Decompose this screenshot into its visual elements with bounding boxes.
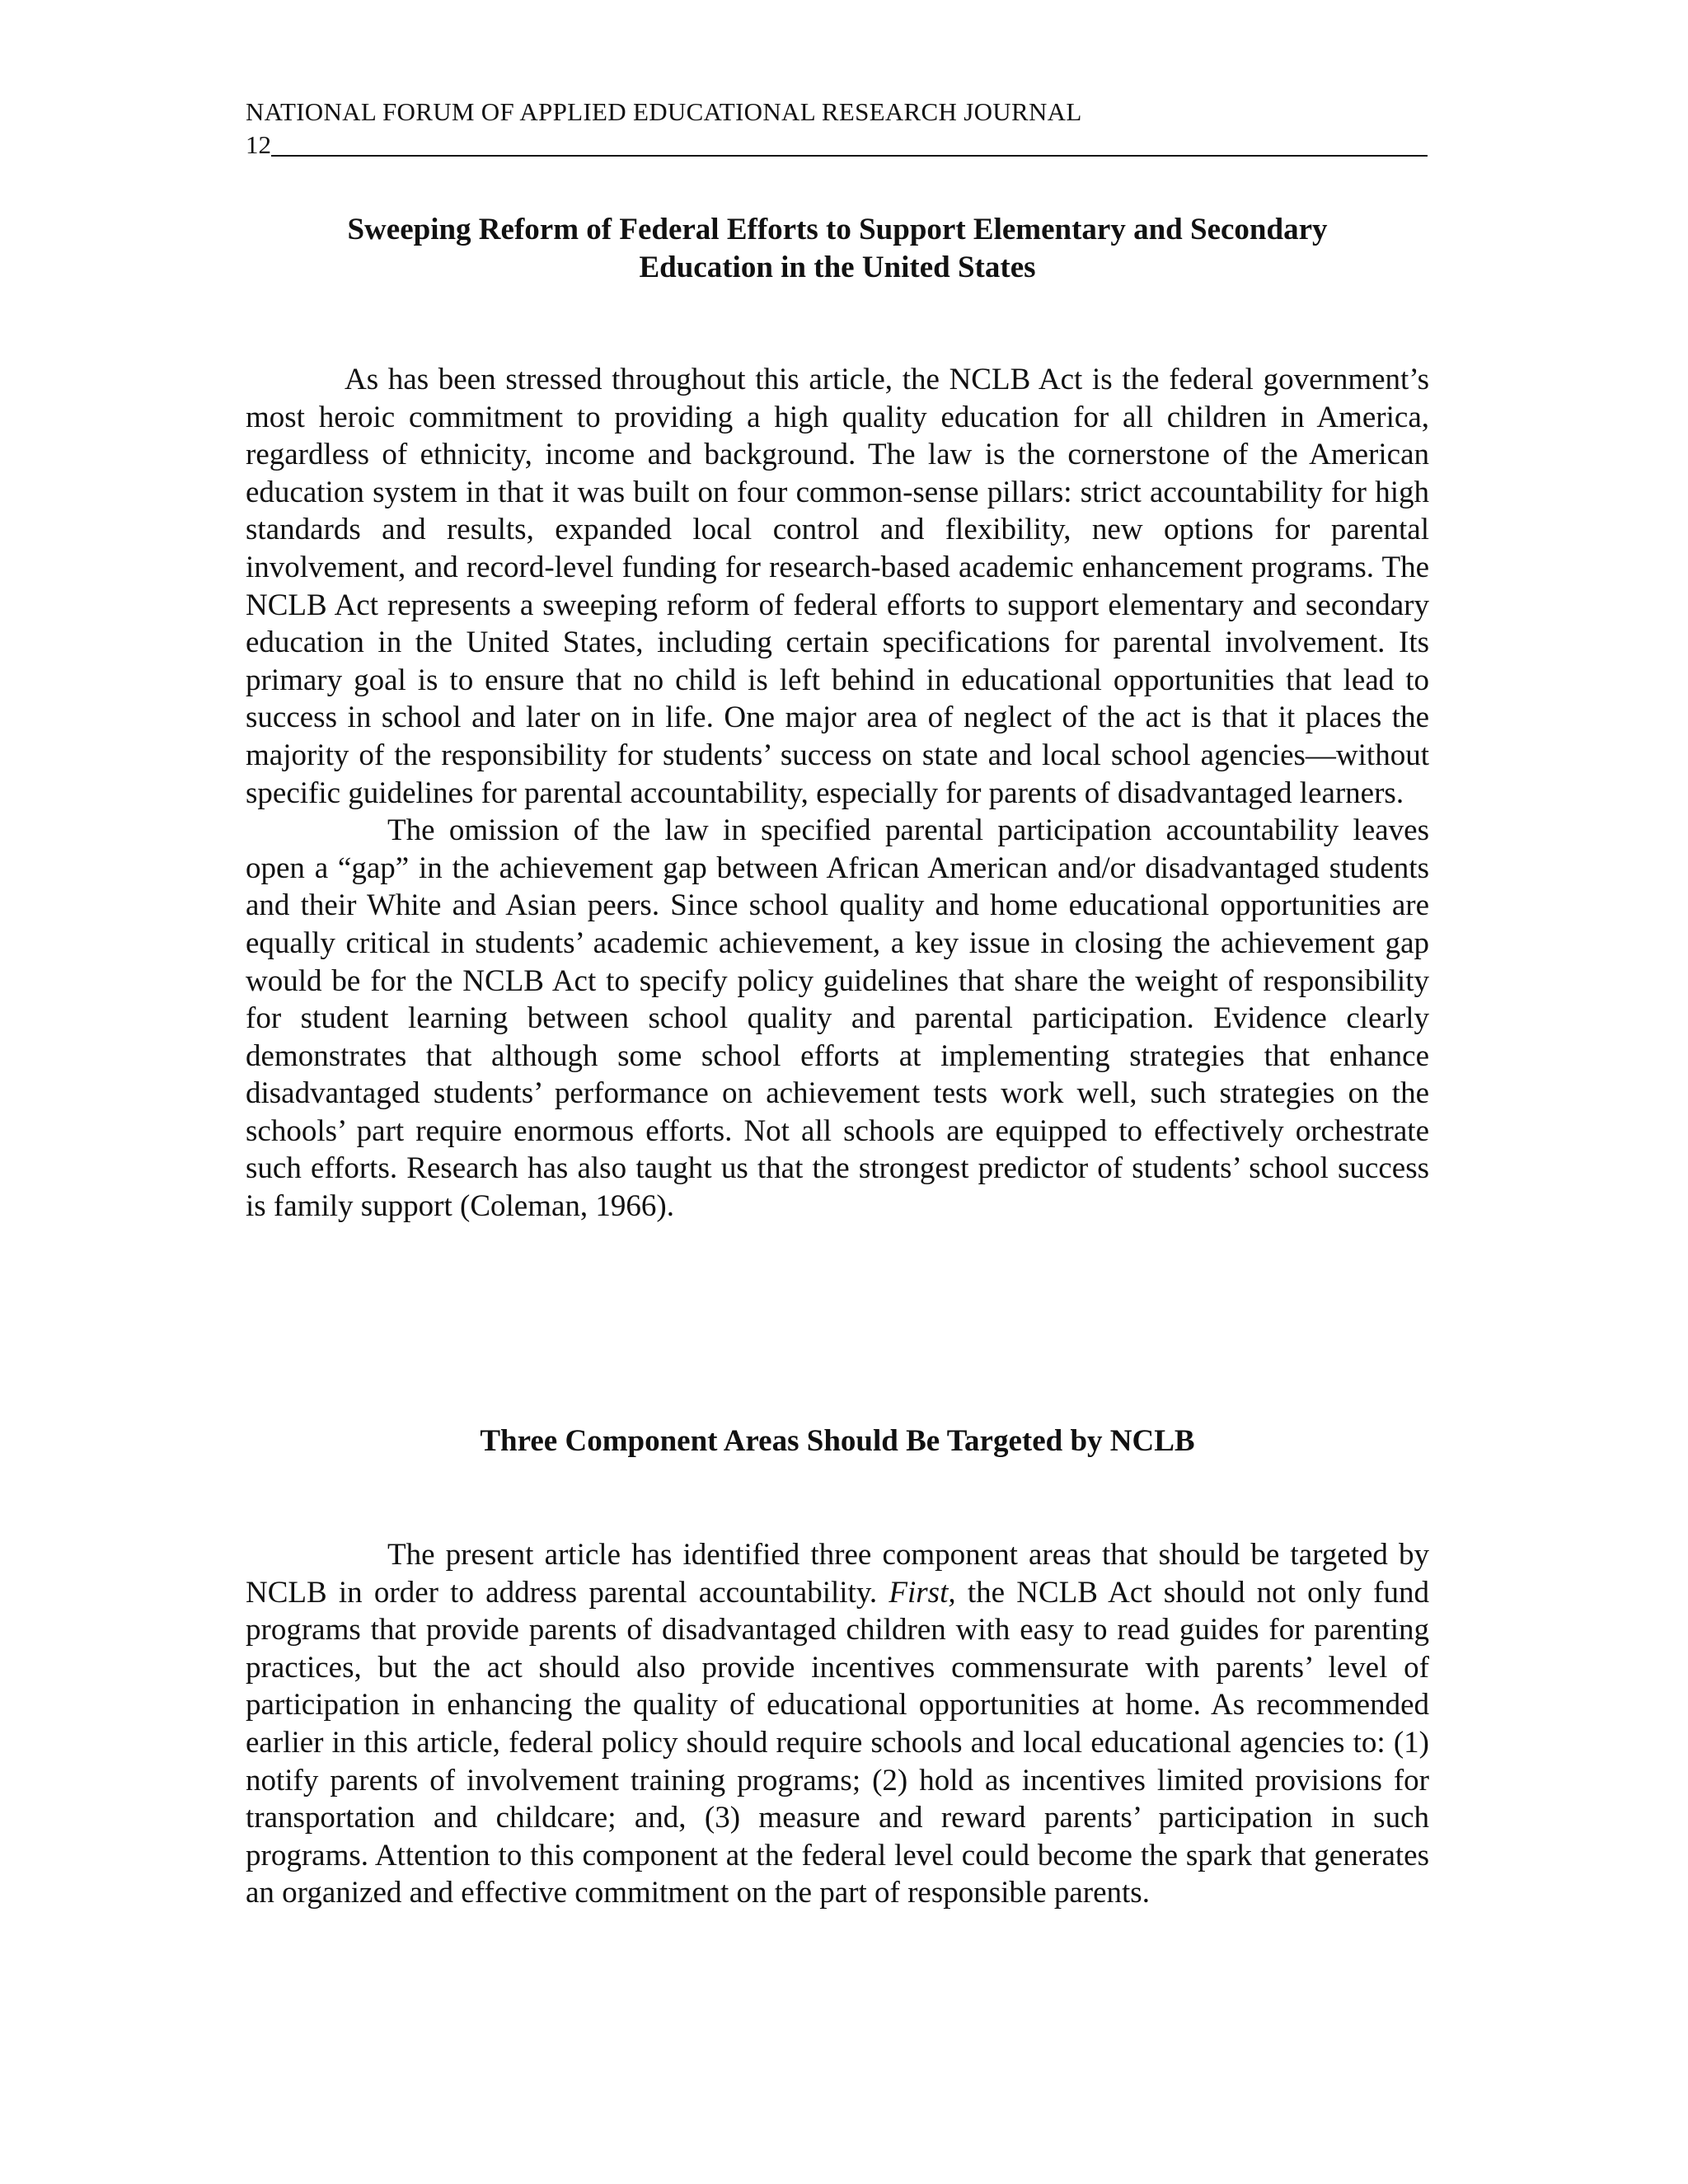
paragraph-text-start: The present article has identified three component areas that should be targeted by NCLB in order to address parental accountability. xyxy=(246,1538,1429,1610)
paragraph-text-rest: the NCLB Act should not only fund programs that provide parents of disadvantaged children with easy to read guides for parenting practices, but the act should also provide incentives commensurate with parents’ level of participation in enhancing the quality of educational opportunities at home. As recommended earlier in this article, federal policy should require schools and local educational agencies to: (1) notify parents of involvement training programs; (2) hold as incentives limited provisions for transportation and childcare; and, (3) measure and reward parents’ participation in such programs. Attention to this component at the federal level could become the spark that generates an organized and effective commitment on the part of responsible parents. xyxy=(246,1575,1429,1910)
header-rule xyxy=(271,129,1428,157)
section-body-sweeping-reform xyxy=(246,361,1429,1226)
paragraph: As has been stressed throughout this article, the NCLB Act is the federal government’s most heroic commitment to providing a high quality education for all children in America, regardless of ethnicity, income and background. The law is the cornerstone of the American education system in that it was built on four common-sense pillars: strict accountability for high standards and results, expanded local control and flexibility, new options for parental involvement, and record-level funding for research-based academic enhancement programs. The NCLB Act represents a sweeping reform of federal efforts to support elementary and secondary education in the United States, including certain specifications for parental involvement. Its primary goal is to ensure that no child is left behind in educational opportunities that lead to success in school and later on in life. One major area of neglect of the act is that it places the majority of the responsibility for students’ success on state and local school agencies—without specific guidelines for parental accountability, especially for parents of disadvantaged learners. xyxy=(246,363,1429,810)
section-body-three-components xyxy=(246,1536,1429,1912)
running-head xyxy=(246,96,1428,162)
paragraph xyxy=(246,1536,1429,1912)
section-heading-line-2: Education in the United States xyxy=(639,251,1036,284)
section-heading-line-1: Sweeping Reform of Federal Efforts to Support Elementary and Secondary xyxy=(347,213,1328,246)
page-number: 12 xyxy=(246,130,271,159)
section-heading-sweeping-reform xyxy=(246,211,1429,287)
journal-title: NATIONAL FORUM OF APPLIED EDUCATIONAL RESEARCH JOURNAL xyxy=(246,97,1082,126)
paragraph: The omission of the law in specified parental participation accountability leaves open a “gap” in the achievement gap between African American and/or disadvantaged students and their White and Asian peers. Since school quality and home educational opportunities are equally critical in students’ academic achievement, a key issue in closing the achievement gap would be for the NCLB Act to specify policy guidelines that share the weight of responsibility for student learning between school quality and parental participation. Evidence clearly demonstrates that although some school efforts at implementing strategies that enhance disadvantaged students’ performance on achievement tests work well, such strategies on the schools’ part require enormous efforts. Not all schools are equipped to effectively orchestrate such efforts. Research has also taught us that the strongest predictor of students’ school success is family support (Coleman, 1966). xyxy=(246,813,1429,1224)
emphasis-first: First, xyxy=(889,1575,956,1610)
page-number-line xyxy=(246,129,1428,162)
section-heading-three-components: Three Component Areas Should Be Targeted by NCLB xyxy=(480,1424,1195,1458)
